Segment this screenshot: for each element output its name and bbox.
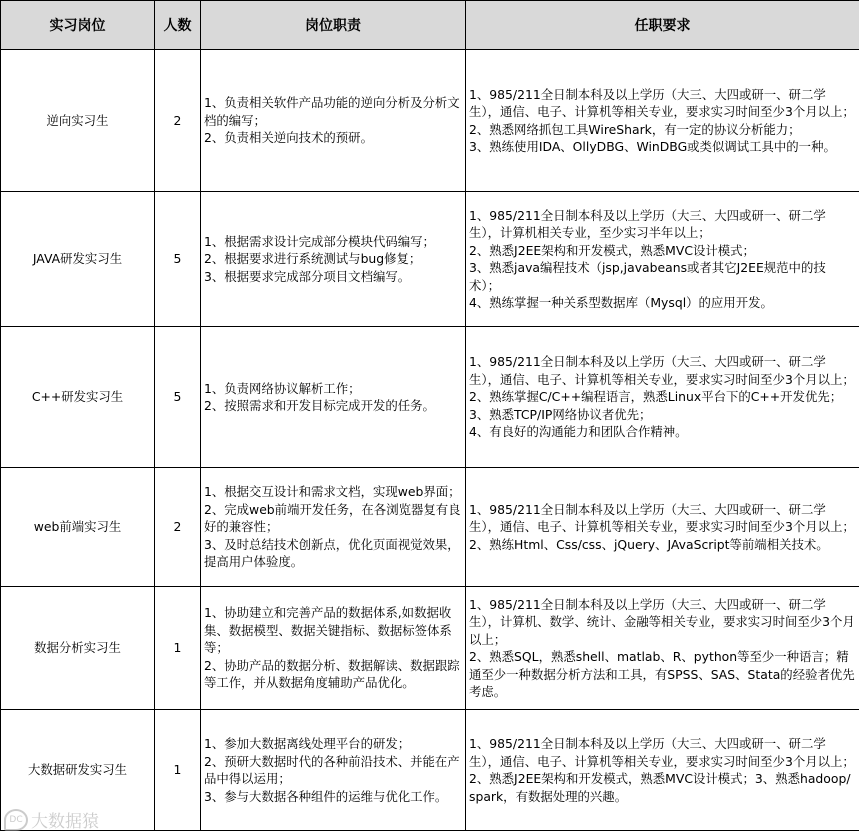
table-row [1, 50, 859, 192]
requirement-line: 2、熟悉SQL，熟悉shell、matlab、R、python等至少一种语言；精通至少一种数据分析方法和工具，有SPSS、SAS、Stata的经验者优先考虑。 [469, 649, 855, 699]
requirements-cell [466, 710, 859, 831]
header-position: 实习岗位 [1, 1, 155, 50]
header-duties: 岗位职责 [201, 1, 466, 50]
duties-cell [201, 327, 466, 468]
position-cell: 数据分析实习生 [1, 587, 155, 710]
duty-line: 1、负责相关软件产品功能的逆向分析及分析文档的编写； [204, 95, 460, 128]
requirement-line: 2、熟练掌握C/C++编程语言，熟悉Linux平台下的C++开发优先； [469, 389, 843, 405]
count-cell: 5 [155, 192, 201, 327]
position-cell: JAVA研发实习生 [1, 192, 155, 327]
requirement-line: 1、985/211全日制本科及以上学历（大三、大四或研一、研二学生），通信、电子、计算机等相关专业，要求实习时间至少3个月以上； [469, 501, 855, 535]
requirement-line: 1、985/211全日制本科及以上学历（大三、大四或研一、研二学生），计算机、数学、统计、金融等相关专业，要求实习时间至少3个月以上； [469, 596, 855, 647]
count-cell: 1 [155, 587, 201, 710]
requirement-line: 4、有良好的沟通能力和团队合作精神。 [469, 424, 688, 440]
requirement-line: 1、985/211全日制本科及以上学历（大三、大四或研一、研二学生），通信、电子、计算机等相关专业，要求实习时间至少3个月以上； [469, 354, 855, 387]
position-cell: C++研发实习生 [1, 327, 155, 468]
table-row [1, 587, 859, 710]
duties-cell [201, 192, 466, 327]
requirement-line: 1、985/211全日制本科及以上学历（大三、大四或研一、研二学生），通信、电子、计算机等相关专业，要求实习时间至少3个月以上； [469, 86, 855, 119]
count-cell: 5 [155, 327, 201, 468]
position-cell: 逆向实习生 [1, 50, 155, 192]
duty-line: 1、负责网络协议解析工作； [204, 380, 361, 396]
requirements-cell [466, 468, 859, 587]
duty-line: 2、协助产品的数据分析、数据解读、数据跟踪等工作，并从数据角度辅助产品优化。 [204, 657, 460, 691]
duty-line: 2、预研大数据时代的各种前沿技术、并能在产品中得以运用； [204, 753, 460, 786]
duty-line: 1、根据交互设计和需求文档，实现web界面； [204, 484, 461, 500]
requirement-line: 4、熟练掌握一种关系型数据库（Mysql）的应用开发。 [469, 295, 773, 310]
requirement-line: 2、熟悉J2EE架构和开发模式，熟悉MVC设计模式； [469, 242, 755, 258]
duty-line: 1、根据需求设计完成部分模块代码编写； [204, 233, 435, 249]
requirements-cell [466, 327, 859, 468]
duty-line: 3、参与大数据各种组件的运维与优化工作。 [204, 788, 448, 804]
duty-line: 2、根据要求进行系统测试与bug修复； [204, 251, 422, 267]
table-row [1, 468, 859, 587]
requirements-cell [466, 50, 859, 192]
duties-cell [201, 50, 466, 192]
duty-line: 2、按照需求和开发目标完成开发的任务。 [204, 398, 435, 413]
table-row [1, 327, 859, 468]
requirement-line: 3、熟悉TCP/IP网络协议者优先； [469, 406, 652, 422]
requirement-line: 2、熟练Html、Css/css、jQuery、JAvaScript等前端相关技术。 [469, 536, 829, 552]
requirement-line: 2、熟悉J2EE架构和开发模式，熟悉MVC设计模式；3、熟悉hadoop/spark，有数据处理的兴趣。 [469, 771, 851, 804]
watermark-logo: DC [4, 809, 28, 831]
duties-cell [201, 710, 466, 831]
duties-cell [201, 587, 466, 710]
duty-line: 3、根据要求完成部分项目文档编写。 [204, 268, 411, 284]
requirement-line: 2、熟悉网络抓包工具WireShark，有一定的协议分析能力； [469, 121, 801, 137]
position-cell: 大数据研发实习生 [1, 710, 155, 831]
requirement-line: 1、985/211全日制本科及以上学历（大三、大四或研一、研二学生），通信、电子、计算机等相关专业，要求实习时间至少3个月以上； [469, 736, 855, 769]
duties-cell [201, 468, 466, 587]
count-cell: 2 [155, 468, 201, 587]
duty-line: 2、负责相关逆向技术的预研。 [204, 130, 373, 146]
requirement-line: 3、熟悉java编程技术（jsp,javabeans或者其它J2EE规范中的技术）； [469, 260, 826, 293]
header-count: 人数 [155, 1, 201, 50]
count-cell: 2 [155, 50, 201, 192]
requirement-line: 1、985/211全日制本科及以上学历（大三、大四或研一、研二学生），计算机相关专业，至少实习半年以上； [469, 207, 826, 240]
table-row [1, 192, 859, 327]
duty-line: 2、完成web前端开发任务，在各浏览器复有良好的兼容性； [204, 501, 461, 535]
table-row [1, 710, 859, 831]
count-cell: 1 [155, 710, 201, 831]
header-row [1, 1, 859, 50]
watermark-text: 大数据猿 [31, 812, 99, 832]
position-cell: web前端实习生 [1, 468, 155, 587]
requirements-cell [466, 587, 859, 710]
requirements-cell [466, 192, 859, 327]
duty-line: 1、协助建立和完善产品的数据体系,如数据收集、数据模型、数据关键指标、数据标签体系等； [204, 605, 452, 656]
header-requirements: 任职要求 [466, 1, 859, 50]
duty-line: 3、及时总结技术创新点，优化页面视觉效果，提高用户体验度。 [204, 536, 460, 570]
requirement-line: 3、熟练使用IDA、OllyDBG、WinDBG或类似调试工具中的一种。 [469, 139, 836, 154]
duty-line: 1、参加大数据离线处理平台的研发； [204, 736, 411, 751]
